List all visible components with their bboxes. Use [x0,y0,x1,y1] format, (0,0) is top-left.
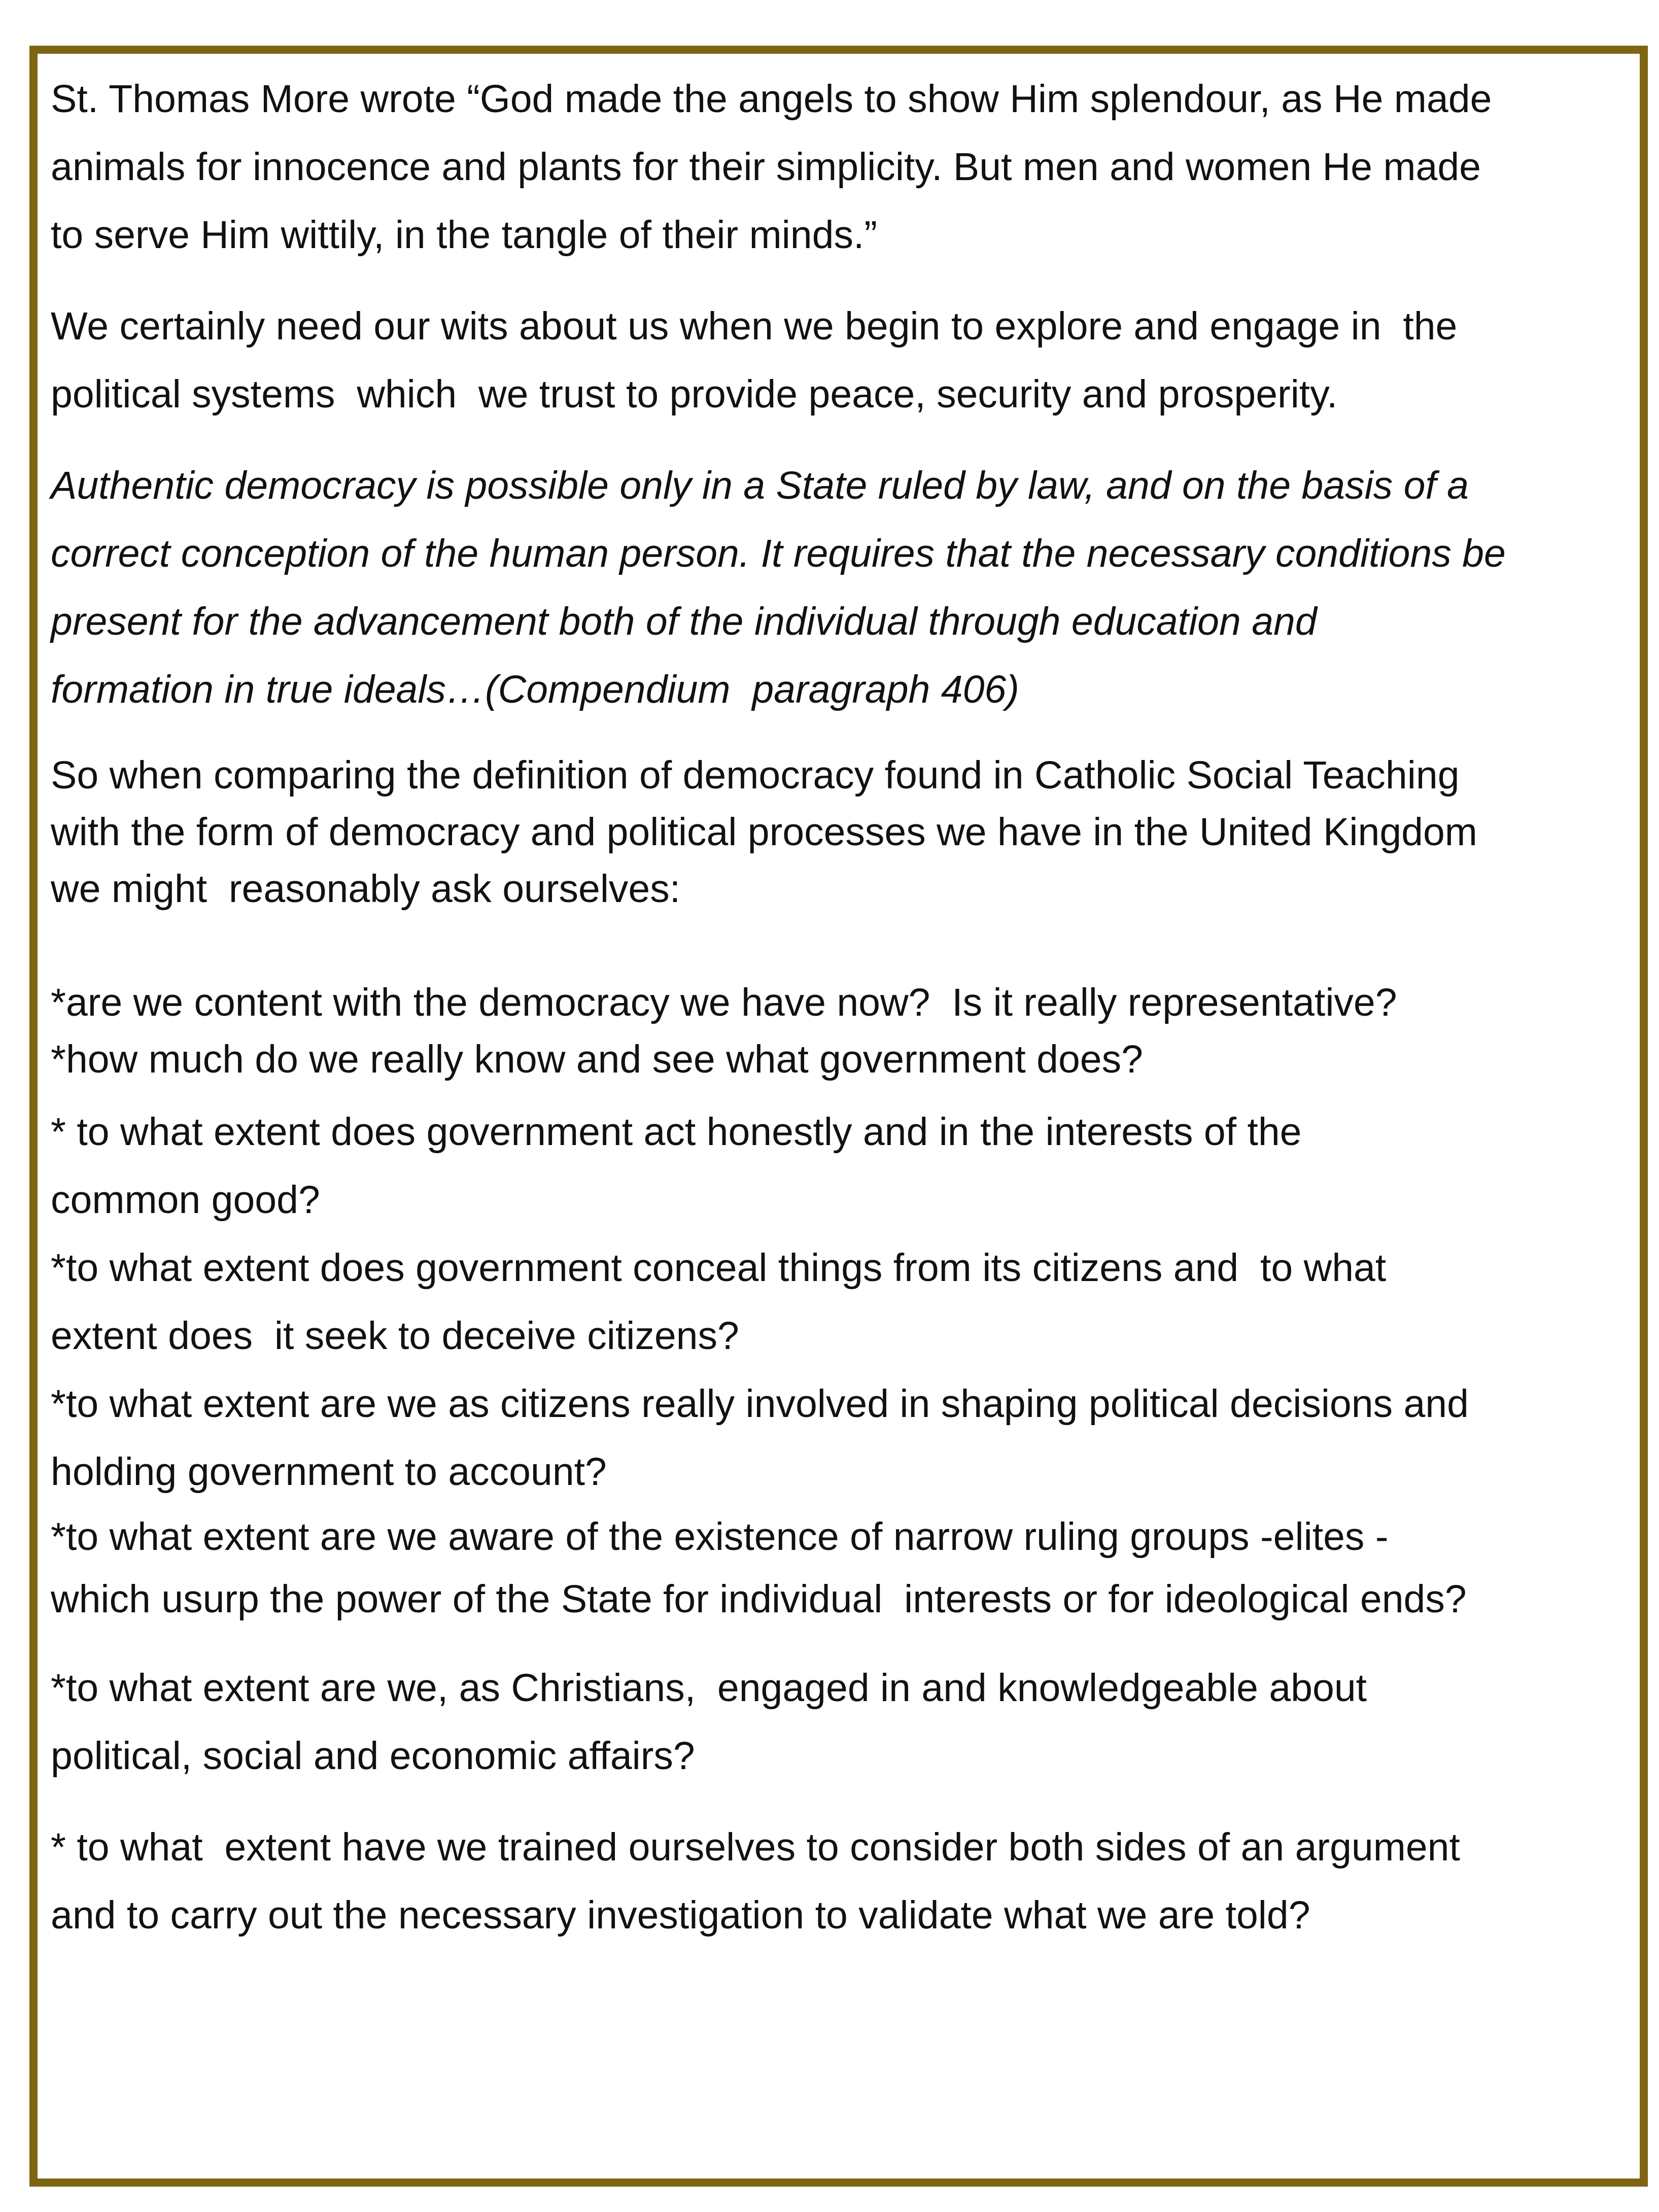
compendium-quote [51,452,1639,723]
wits-line: political systems which we trust to provide peace, security and prosperity. [51,372,1338,416]
question-line: extent does it seek to deceive citizens? [51,1314,739,1358]
question-line: holding government to account? [51,1450,607,1494]
question-item [51,1506,1639,1631]
question-line: which usurp the power of the State for individual interests or for ideological ends? [51,1577,1467,1621]
quote-line: correct conception of the human person. It requires that the necessary conditions be [51,532,1506,575]
question-line: *are we content with the democracy we have now? Is it really representative? [51,981,1397,1024]
intro-line: St. Thomas More wrote “God made the angels to show Him splendour, as He made [51,77,1492,121]
question-line: and to carry out the necessary investigation to validate what we are told? [51,1893,1310,1937]
comparison-line: So when comparing the definition of democracy found in Catholic Social Teaching [51,753,1460,797]
comparison-line: we might reasonably ask ourselves: [51,867,681,911]
question-item [51,1654,1639,1790]
question-item [51,974,1639,1088]
question-line: * to what extent have we trained ourselves to consider both sides of an argument [51,1825,1460,1869]
wits-line: We certainly need our wits about us when we begin to explore and engage in the [51,304,1458,348]
document-body [51,65,1639,1949]
intro-paragraph [51,65,1639,269]
question-line: political, social and economic affairs? [51,1734,695,1778]
question-line: *to what extent are we aware of the existence of narrow ruling groups -elites - [51,1515,1389,1559]
question-item [51,1098,1639,1506]
quote-line: formation in true ideals…(Compendium paragraph 406) [51,668,1019,711]
question-line: *to what extent are we, as Christians, engaged in and knowledgeable about [51,1666,1367,1710]
intro-line: to serve Him wittily, in the tangle of their minds.” [51,213,877,257]
question-line: *to what extent are we as citizens really involved in shaping political decisions and [51,1382,1469,1426]
wits-paragraph [51,292,1639,428]
quote-line: Authentic democracy is possible only in a State ruled by law, and on the basis of a [51,464,1469,507]
question-line: * to what extent does government act honestly and in the interests of the [51,1110,1302,1154]
intro-line: animals for innocence and plants for their simplicity. But men and women He made [51,145,1481,189]
quote-line: present for the advancement both of the individual through education and [51,600,1317,643]
comparison-paragraph [51,747,1639,917]
question-item [51,1813,1639,1949]
question-line: *how much do we really know and see what government does? [51,1038,1143,1081]
question-line: common good? [51,1178,320,1222]
comparison-line: with the form of democracy and political processes we have in the United Kingdom [51,810,1477,854]
question-line: *to what extent does government conceal things from its citizens and to what [51,1246,1387,1290]
